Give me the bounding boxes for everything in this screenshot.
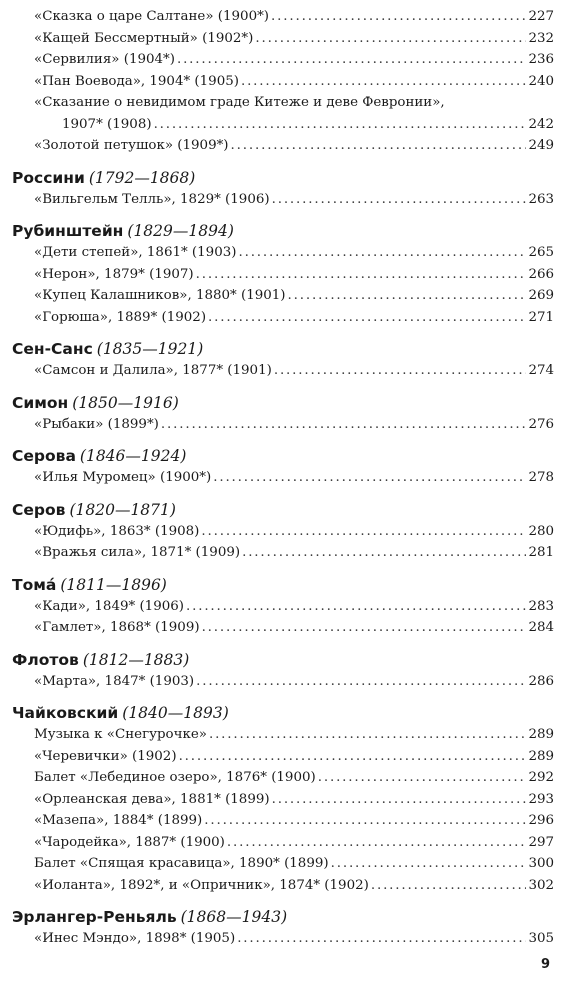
dot-leader [202, 617, 527, 639]
entry-title: Музыка к «Снегурочке» [34, 727, 207, 742]
composer-heading [12, 702, 554, 724]
composer-name: Чайковский [12, 704, 119, 722]
composer-years: (1829—1894) [127, 222, 234, 240]
dot-leader [272, 789, 527, 811]
toc-entry [12, 49, 554, 71]
entry-page-number: 289 [528, 727, 554, 742]
dot-leader [318, 767, 527, 789]
composer-years: (1840—1893) [122, 704, 229, 722]
dot-leader [154, 114, 527, 136]
dot-leader [272, 189, 527, 211]
entry-page-number: 305 [528, 931, 554, 946]
entry-title: «Пан Воевода», 1904* (1905) [34, 73, 239, 89]
page-number: 9 [540, 957, 550, 972]
table-of-contents [12, 6, 554, 950]
composer-name: Флотов [12, 650, 79, 669]
toc-entry [12, 467, 554, 489]
toc-entry [12, 853, 554, 875]
composer-years: (1850—1916) [72, 393, 179, 412]
toc-entry [12, 789, 554, 811]
entry-title: «Нерон», 1879* (1907) [34, 266, 194, 282]
dot-leader [204, 810, 526, 832]
toc-entry [12, 521, 554, 543]
composer-years: (1835—1921) [96, 340, 204, 358]
entry-page-number: 283 [528, 598, 554, 614]
composer-heading [12, 499, 554, 521]
composer-name: Тома́ [12, 575, 57, 594]
composer-heading [12, 574, 554, 596]
entry-title-continuation-row [12, 114, 554, 136]
dot-leader [331, 853, 527, 875]
dot-leader [288, 285, 527, 307]
toc-entry [12, 724, 554, 746]
composer-name: Рубинштейн [12, 222, 124, 240]
composer-name: Серова [12, 447, 76, 465]
composer-years: (1820—1871) [69, 500, 176, 519]
composer-heading [12, 906, 554, 928]
entry-page-number: 227 [528, 9, 554, 24]
toc-entry [12, 617, 554, 639]
entry-page-number: 300 [528, 856, 554, 871]
toc-entry [12, 189, 554, 211]
entry-title: «Вражья сила», 1871* (1909) [34, 545, 241, 560]
entry-title: «Кащей Бессмертный» (1902*) [34, 30, 254, 46]
entry-page-number: 292 [528, 770, 554, 785]
entry-title: «Сказка о царе Салтане» (1900*) [34, 9, 270, 24]
dot-leader [179, 746, 527, 768]
entry-title: «Сервилия» (1904*) [34, 52, 175, 67]
entry-title: «Чародейка», 1887* (1900) [34, 834, 225, 850]
toc-entry [12, 360, 554, 382]
entry-title: «Рыбаки» (1899*) [34, 416, 159, 432]
toc-entry [12, 596, 554, 618]
dot-leader [161, 414, 527, 436]
dot-leader [196, 671, 526, 693]
dot-leader [227, 832, 527, 854]
composer-heading [12, 338, 554, 360]
dot-leader [201, 521, 526, 543]
dot-leader [274, 360, 527, 382]
entry-title-continuation: 1907* (1908) [62, 116, 152, 132]
composer-heading [12, 649, 554, 671]
entry-title: «Вильгельм Телль», 1829* (1906) [34, 191, 270, 207]
composer-years: (1812—1883) [82, 650, 190, 669]
dot-leader [241, 71, 526, 93]
entry-title: Балет «Спящая красавица», 1890* (1899) [34, 856, 329, 871]
dot-leader [209, 724, 526, 746]
toc-entry [12, 928, 554, 950]
toc-entry [12, 542, 554, 564]
composer-heading [12, 392, 554, 414]
toc-entry [12, 832, 554, 854]
toc-entry [12, 746, 554, 768]
composer-heading [12, 220, 554, 242]
entry-page-number: 263 [528, 191, 554, 207]
dot-leader [213, 467, 526, 489]
entry-title: «Марта», 1847* (1903) [34, 673, 195, 689]
toc-entry [12, 92, 554, 135]
entry-page-number: 281 [528, 545, 554, 560]
toc-entry [12, 28, 554, 50]
toc-entry [12, 671, 554, 693]
dot-leader [186, 596, 526, 618]
entry-title: Балет «Лебединое озеро», 1876* (1900) [34, 770, 316, 785]
composer-years: (1792—1868) [88, 168, 196, 187]
composer-heading [12, 445, 554, 467]
entry-page-number: 232 [528, 30, 554, 46]
toc-entry [12, 242, 554, 264]
composer-heading [12, 167, 554, 189]
entry-page-number: 265 [528, 245, 554, 260]
entry-page-number: 276 [528, 416, 554, 432]
dot-leader [208, 307, 526, 329]
entry-title: «Горюша», 1889* (1902) [34, 309, 207, 325]
composer-years: (1846—1924) [79, 447, 187, 465]
dot-leader [177, 49, 526, 71]
entry-page-number: 280 [528, 523, 554, 539]
entry-page-number: 284 [528, 620, 554, 635]
composer-name: Эрлангер-Реньяль [12, 908, 177, 926]
entry-title: «Самсон и Далила», 1877* (1901) [34, 363, 272, 378]
entry-title: «Сказание о невидимом граде Китеже и деве Февронии», [34, 95, 445, 110]
entry-title: «Купец Калашников», 1880* (1901) [34, 288, 286, 303]
dot-leader [238, 242, 526, 264]
entry-page-number: 266 [528, 266, 554, 282]
entry-title: «Орлеанская дева», 1881* (1899) [34, 791, 270, 807]
entry-page-number: 296 [528, 813, 554, 828]
entry-page-number: 289 [528, 748, 554, 764]
entry-page-number: 302 [528, 877, 554, 893]
entry-page-number: 278 [528, 470, 554, 485]
entry-title: «Инес Мэндо», 1898* (1905) [34, 931, 236, 946]
toc-entry [12, 135, 554, 157]
toc-entry [12, 285, 554, 307]
dot-leader [196, 264, 527, 286]
entry-title: «Гамлет», 1868* (1909) [34, 620, 200, 635]
dot-leader [255, 28, 526, 50]
entry-page-number: 269 [528, 288, 554, 303]
toc-entry [12, 414, 554, 436]
composer-name: Россини [12, 168, 85, 187]
entry-page-number: 271 [528, 309, 554, 325]
composer-name: Симон [12, 393, 69, 412]
entry-title: «Золотой петушок» (1909*) [34, 138, 229, 153]
entry-title: «Юдифь», 1863* (1908) [34, 523, 200, 539]
toc-entry [12, 307, 554, 329]
entry-title: «Илья Муромец» (1900*) [34, 470, 212, 485]
dot-leader [271, 6, 526, 28]
entry-title: «Мазепа», 1884* (1899) [34, 813, 203, 828]
toc-entry [12, 6, 554, 28]
entry-page-number: 297 [528, 834, 554, 850]
entry-title: «Черевички» (1902) [34, 748, 177, 764]
toc-entry [12, 264, 554, 286]
composer-name: Сен-Санс [12, 340, 93, 358]
toc-entry [12, 767, 554, 789]
toc-entry [12, 810, 554, 832]
composer-years: (1868—1943) [180, 908, 288, 926]
entry-title: «Иоланта», 1892*, и «Опричник», 1874* (1902) [34, 877, 369, 893]
composer-years: (1811—1896) [60, 575, 167, 594]
entry-page-number: 236 [528, 52, 554, 67]
toc-entry [12, 875, 554, 897]
entry-title: «Кади», 1849* (1906) [34, 598, 184, 614]
entry-page-number: 274 [528, 363, 554, 378]
entry-page-number: 240 [528, 73, 554, 89]
dot-leader [237, 928, 526, 950]
composer-name: Серов [12, 500, 66, 519]
entry-page-number: 293 [528, 791, 554, 807]
dot-leader [242, 542, 526, 564]
dot-leader [371, 875, 527, 897]
toc-entry [12, 71, 554, 93]
entry-page-number: 286 [528, 673, 554, 689]
entry-page-number: 249 [528, 138, 554, 153]
entry-page-number: 242 [528, 116, 554, 132]
entry-title: «Дети степей», 1861* (1903) [34, 245, 237, 260]
dot-leader [231, 135, 527, 157]
